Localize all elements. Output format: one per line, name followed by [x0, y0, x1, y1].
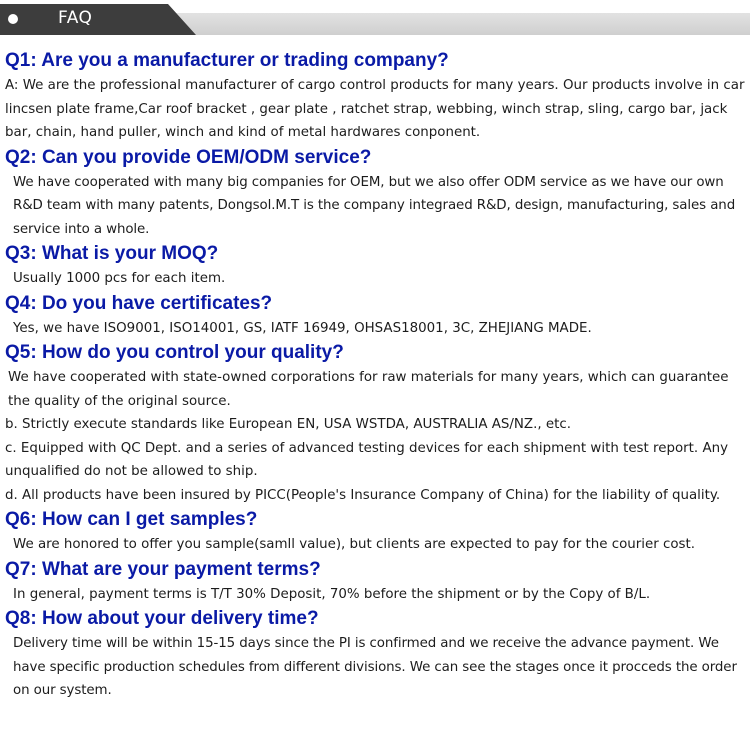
faq-item-5 — [5, 340, 747, 507]
answer-7-text: In general, payment terms is T/T 30% Deposit, 70% before the shipment or by the Copy of B/L. — [13, 586, 651, 602]
answer-3 — [5, 267, 747, 291]
question-5: Q5: How do you control your quality? — [5, 342, 344, 363]
header-tab — [0, 4, 196, 35]
answer-8 — [5, 632, 747, 703]
answer-5 — [5, 366, 747, 507]
answer-5-text-c: c. Equipped with QC Dept. and a series of advanced testing devices for each shipment with test report. Any unqualified do not be allowed to ship. — [5, 440, 729, 479]
answer-3-text: Usually 1000 pcs for each item. — [13, 271, 226, 286]
question-2: Q2: Can you provide OEM/ODM service? — [5, 146, 372, 168]
answer-5-text-d: d. All products have been insured by PICC(People's Insurance Company of China) for the liability of quality. — [5, 487, 721, 503]
question-1: Q1: Are you a manufacturer or trading company? — [5, 50, 449, 71]
answer-1 — [5, 74, 747, 145]
answer-2 — [5, 171, 747, 242]
header-title: FAQ — [58, 8, 93, 28]
faq-item-7 — [5, 557, 747, 607]
question-6: Q6: How can I get samples? — [5, 509, 258, 530]
faq-item-2 — [5, 145, 747, 242]
answer-5-text-b: b. Strictly execute standards like European EN, USA WSTDA, AUSTRALIA AS/NZ., etc. — [5, 417, 571, 432]
answer-5-text-a: We have cooperated with state-owned corporations for raw materials for many years, which can guarantee the quality of the original source. — [8, 370, 729, 409]
faq-item-4 — [5, 291, 747, 341]
question-8: Q8: How about your delivery time? — [5, 608, 319, 629]
question-4: Q4: Do you have certificates? — [5, 292, 273, 314]
faq-header — [0, 0, 750, 38]
faq-list — [5, 48, 747, 703]
answer-6 — [5, 533, 747, 557]
answer-6-text: We are honored to offer you sample(samll value), but clients are expected to pay for the courier cost. — [13, 537, 696, 552]
question-3: Q3: What is your MOQ? — [5, 243, 219, 264]
answer-1-text: A: We are the professional manufacturer of cargo control products for many years. Our products involve in car lincsen plate frame,Car roof bracket , gear plate , ratchet strap, webbing, winch strap, sling, cargo bar, jack bar, chain, hand puller, winch and kind of metal hardwares conponent. — [5, 78, 745, 140]
answer-2-text: We have cooperated with many big companies for OEM, but we also offer ODM service as we have our own R&D team with many patents, Dongsol.M.T is the company integraed R&D, design, manufacturing, sales and service into a whole. — [13, 174, 736, 237]
faq-item-8 — [5, 606, 747, 703]
bullet-dot-icon — [8, 14, 18, 24]
question-7: Q7: What are your payment terms? — [5, 558, 321, 580]
answer-4-text: Yes, we have ISO9001, ISO14001, GS, IATF 16949, OHSAS18001, 3C, ZHEJIANG MADE. — [13, 320, 592, 336]
answer-8-text: Delivery time will be within 15-15 days since the PI is confirmed and we receive the advance payment. We have specific production schedules from different divisions. We can see the stages once it procceds the order on our system. — [13, 636, 737, 698]
faq-item-3 — [5, 241, 747, 291]
faq-item-6 — [5, 507, 747, 557]
faq-item-1 — [5, 48, 747, 145]
answer-4 — [5, 317, 747, 341]
answer-7 — [5, 583, 747, 607]
